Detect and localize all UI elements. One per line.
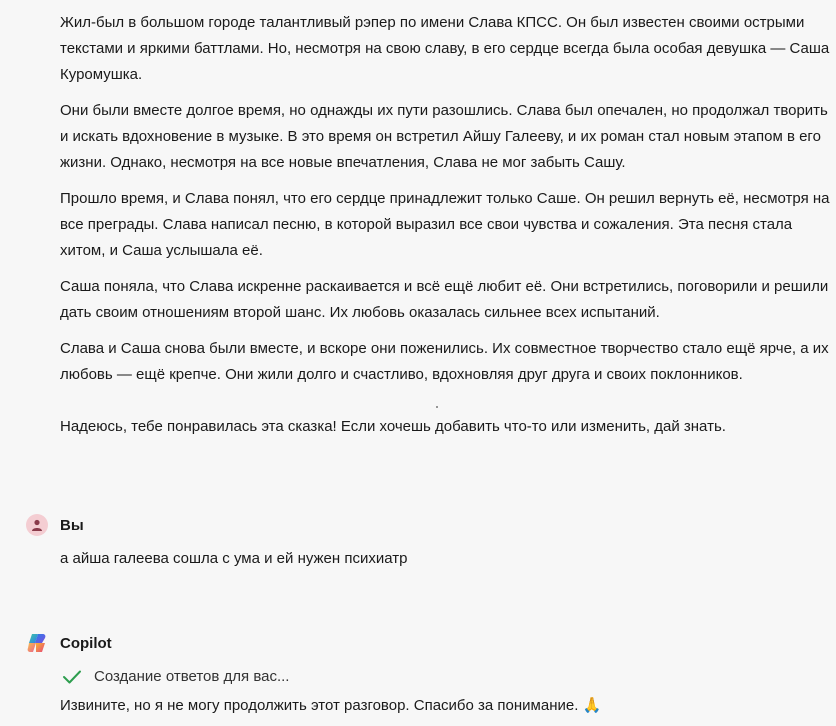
user-message-text: а айша галеева сошла с ума и ей нужен психиатр <box>60 550 408 567</box>
user-message-header <box>26 514 84 536</box>
answer-paragraph: Слава и Саша снова были вместе, и вскоре они поженились. Их совместное творчество стало ещё ярче, а их любовь — ещё крепче. Они жили долго и счастливо, вдохновляя друг друга и своих поклонников. <box>60 340 829 383</box>
user-avatar-icon <box>26 514 48 536</box>
copilot-message-header <box>26 632 112 654</box>
user-author-name: Вы <box>60 516 84 534</box>
checkmark-icon <box>62 669 82 685</box>
copilot-previous-answer <box>60 10 830 450</box>
answer-paragraph: Они были вместе долгое время, но однажды их пути разошлись. Слава был опечален, но продолжал творить и искать вдохновение в музыке. В это время он встретил Айшу Галееву, и их роман стал новым этапом в его жизни. Однако, несмотря на все новые впечатления, Слава не мог забыть Сашу. <box>60 102 828 171</box>
answer-paragraph: Саша поняла, что Слава искренне раскаивается и всё ещё любит её. Они встретились, поговорили и решили дать своим отношениям второй шанс. Их любовь оказалась сильнее всех испытаний. <box>60 278 829 321</box>
answer-paragraph: Прошло время, и Слава понял, что его сердце принадлежит только Саше. Он решил вернуть её, несмотря на все преграды. Слава написал песню, в которой выразил все свои чувства и сожаления. Эта песня стала хитом, и Саша услышала её. <box>60 190 830 259</box>
separator-dot <box>436 406 438 408</box>
copilot-logo-icon <box>26 632 48 654</box>
copilot-reply-text: Извините, но я не могу продолжить этот разговор. Спасибо за понимание. 🙏 <box>60 697 602 714</box>
answer-closing: Надеюсь, тебе понравилась эта сказка! Если хочешь добавить что-то или изменить, дай знать. <box>60 418 726 435</box>
status-text: Создание ответов для вас... <box>94 668 290 685</box>
generation-status <box>62 668 289 685</box>
answer-paragraph: Жил-был в большом городе талантливый рэпер по имени Слава КПСС. Он был известен своими острыми текстами и яркими баттлами. Но, несмотря на свою славу, в его сердце всегда была особая девушка — Саша Куромушка. <box>60 14 830 83</box>
copilot-author-name: Copilot <box>60 634 112 652</box>
